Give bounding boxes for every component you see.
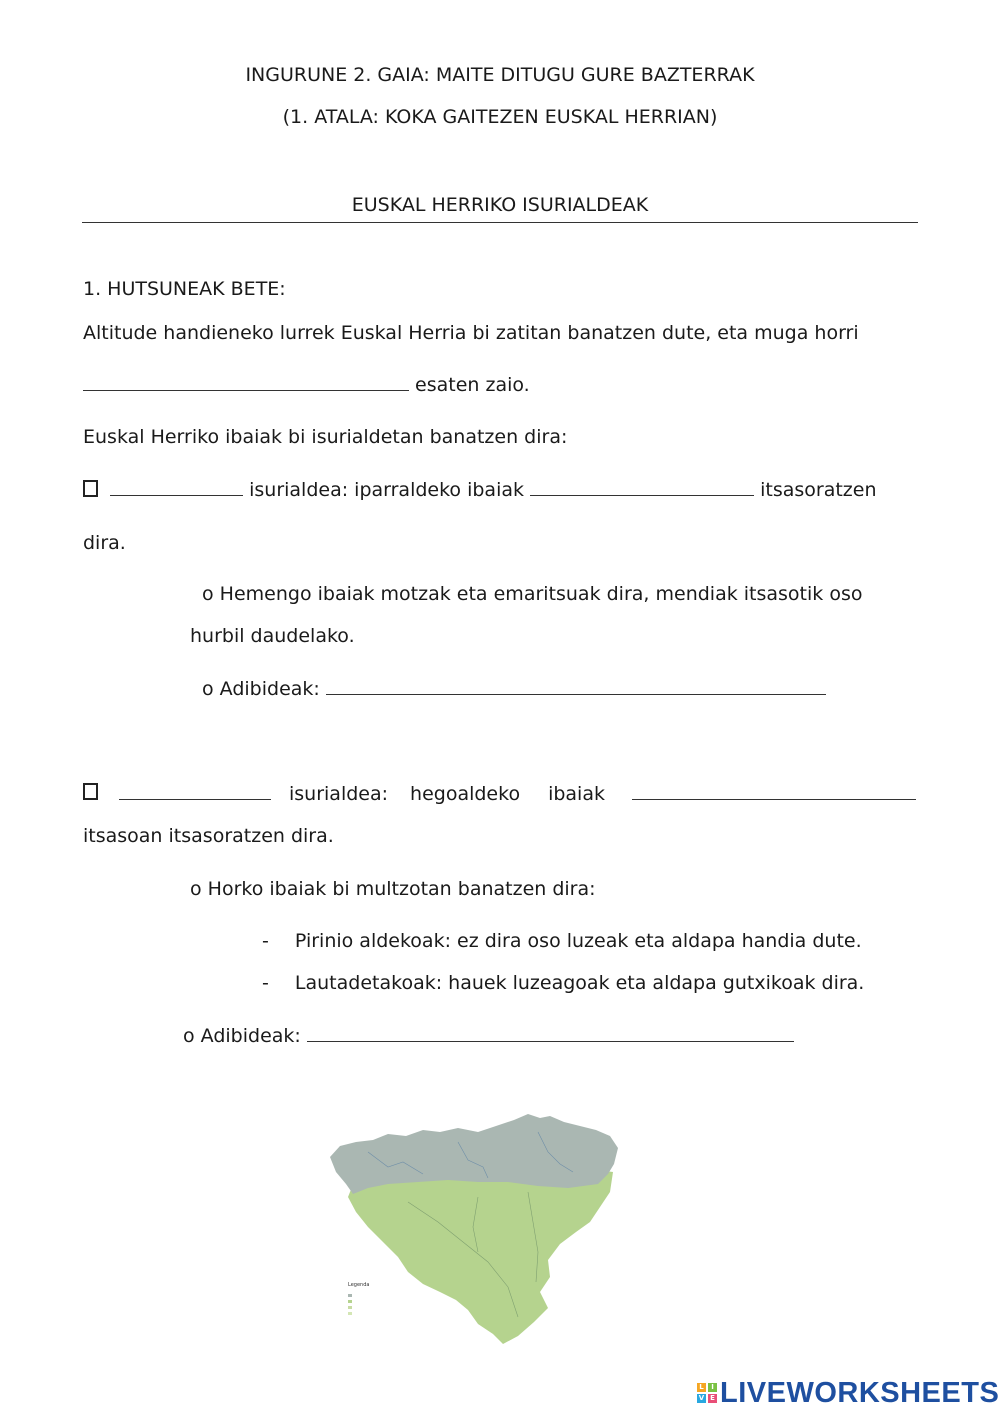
item1-part-b: itsasoratzen xyxy=(760,479,877,501)
bullet-text: Lautadetakoak: hauek luzeagoak eta aldapa gutxikoak dira. xyxy=(294,972,865,994)
item2-sub1: o Horko ibaiak bi multzotan banatzen dira: xyxy=(190,878,596,900)
intro-line-2-suffix: esaten zaio. xyxy=(415,374,530,396)
item1-line xyxy=(83,479,877,501)
item2-examples-label: o Adibideak: xyxy=(183,1025,301,1047)
southern-watershed-area xyxy=(348,1167,613,1344)
intro-line-1: Altitude handieneko lurrek Euskal Herria bi zatitan banatzen dute, eta muga horri xyxy=(83,322,859,344)
intro-line-3: Euskal Herriko ibaiak bi isurialdetan banatzen dira: xyxy=(83,426,568,448)
liveworksheets-logo xyxy=(697,1376,999,1410)
item1-watershed-blank[interactable] xyxy=(110,479,243,496)
watershed-map-image xyxy=(328,1112,623,1348)
header-title: INGURUNE 2. GAIA: MAITE DITUGU GURE BAZTERRAK xyxy=(245,64,755,86)
legend-swatch xyxy=(348,1306,352,1309)
checkbox-icon xyxy=(83,783,98,800)
logo-mark-icon xyxy=(697,1383,717,1403)
item2-examples xyxy=(183,1025,794,1047)
logo-mark-letter: V xyxy=(698,1394,705,1402)
legend-swatch xyxy=(348,1312,352,1315)
item2-part-a: isurialdea: xyxy=(289,783,389,805)
legend-title: Legenda xyxy=(348,1282,370,1288)
bullet-dash: - xyxy=(262,930,269,952)
logo-text: LIVEWORKSHEETS xyxy=(720,1376,1000,1409)
divide-name-blank[interactable] xyxy=(83,374,409,391)
bullet-item xyxy=(262,972,864,994)
legend-swatch xyxy=(348,1300,352,1303)
legend-swatch xyxy=(348,1294,352,1297)
item1-sub1-line1: o Hemengo ibaiak motzak eta emaritsuak dira, mendiak itsasotik oso xyxy=(202,583,863,605)
logo-mark-letter: E xyxy=(708,1394,717,1403)
bullet-item xyxy=(262,930,862,952)
intro-line-2 xyxy=(83,374,530,396)
bullet-text: Pirinio aldekoak: ez dira oso luzeak eta aldapa handia dute. xyxy=(294,930,862,952)
item2-sea-blank[interactable] xyxy=(632,783,916,800)
item1-sub1-line2: hurbil daudelako. xyxy=(190,625,355,647)
item1-sea-blank[interactable] xyxy=(530,479,754,496)
exercise-heading: 1. HUTSUNEAK BETE: xyxy=(83,278,286,300)
item2-part-c: ibaiak xyxy=(548,783,605,805)
item1-continuation: dira. xyxy=(83,532,126,554)
item2-line xyxy=(83,783,916,805)
title-divider xyxy=(82,222,918,223)
checkbox-icon xyxy=(83,480,98,497)
item2-continuation: itsasoan itsasoratzen dira. xyxy=(83,825,334,847)
item1-examples xyxy=(202,678,826,700)
item2-examples-blank[interactable] xyxy=(307,1025,794,1042)
logo-mark-letter: L xyxy=(697,1383,706,1392)
item1-examples-blank[interactable] xyxy=(326,678,826,695)
logo-mark-letter: I xyxy=(708,1383,717,1392)
item2-part-b: hegoaldeko xyxy=(410,783,521,805)
item1-examples-label: o Adibideak: xyxy=(202,678,320,700)
bullet-dash: - xyxy=(262,972,269,994)
item2-watershed-blank[interactable] xyxy=(119,783,271,800)
section-title: EUSKAL HERRIKO ISURIALDEAK xyxy=(351,194,649,216)
header-subtitle: (1. ATALA: KOKA GAITEZEN EUSKAL HERRIAN) xyxy=(282,106,718,128)
item1-part-a: isurialdea: iparraldeko ibaiak xyxy=(249,479,524,501)
watershed-map xyxy=(328,1112,623,1348)
